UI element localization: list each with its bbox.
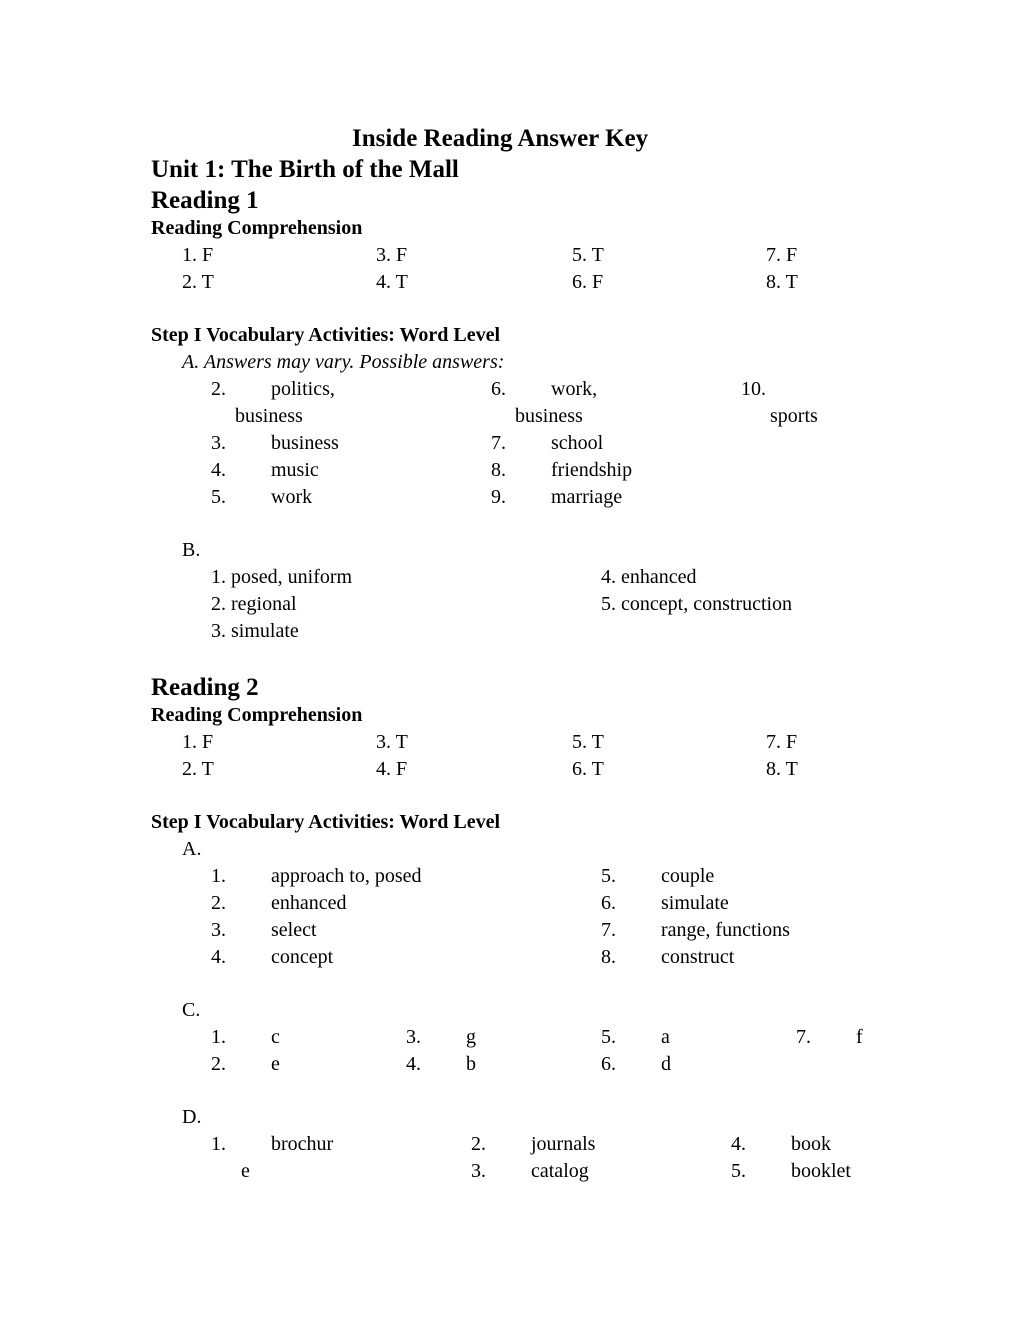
r2-a-item-num: 5.: [601, 865, 616, 887]
r2-c-item-num: 5.: [601, 1026, 616, 1048]
r1-a-item-text: marriage: [551, 486, 623, 508]
r2-a-item-num: 2.: [211, 892, 226, 914]
r1-b-item: 5. concept, construction: [601, 593, 793, 615]
r1-a-item-num: 6.: [491, 378, 506, 400]
r2-d-item-text: brochur: [271, 1133, 334, 1155]
r2-c-item-num: 4.: [406, 1053, 421, 1075]
r2-a-item-num: 8.: [601, 946, 616, 968]
r2-c-item-num: 2.: [211, 1053, 226, 1075]
r1-a-item-text: friendship: [551, 459, 633, 481]
r2-d-item-num: 3.: [471, 1160, 486, 1182]
r2-d-item-text: catalog: [531, 1160, 589, 1182]
r1-a-item-text: business: [271, 432, 339, 454]
r2-comp-answer: 5. T: [572, 731, 604, 753]
r1-a-item-text: work,: [551, 378, 598, 400]
r1-comp-answer: 4. T: [376, 271, 408, 293]
r2-c-item-text: d: [661, 1053, 671, 1075]
r2-comp-answer: 3. T: [376, 731, 408, 753]
r1-comp-answer: 2. T: [182, 271, 214, 293]
r1-a-item-num: 4.: [211, 459, 226, 481]
r2-c-item-text: f: [856, 1026, 863, 1048]
r2-vocab-a-label: A.: [182, 838, 202, 860]
r1-b-item: 3. simulate: [211, 620, 299, 642]
r1-b-item: 4. enhanced: [601, 566, 697, 588]
r2-d-item-text: booklet: [791, 1160, 851, 1182]
r2-c-item-text: c: [271, 1026, 280, 1048]
r2-comp-answer: 7. F: [766, 731, 798, 753]
r1-a-item-num: 8.: [491, 459, 506, 481]
r2-a-item-text: couple: [661, 865, 715, 887]
r2-c-item-num: 3.: [406, 1026, 421, 1048]
r2-d-item-text: book: [791, 1133, 831, 1155]
r2-c-item-text: b: [466, 1053, 476, 1075]
r1-comp-answer: 7. F: [766, 244, 798, 266]
r2-a-item-text: construct: [661, 946, 735, 968]
r2-comp-answer: 6. T: [572, 758, 604, 780]
r1-vocab-heading: Step I Vocabulary Activities: Word Level: [151, 324, 501, 346]
r2-vocab-heading: Step I Vocabulary Activities: Word Level: [151, 811, 501, 833]
r2-a-item-text: simulate: [661, 892, 729, 914]
r1-a-item-cont: sports: [770, 405, 818, 427]
r1-comp-answer: 6. F: [572, 271, 604, 293]
r1-comp-answer: 1. F: [182, 244, 214, 266]
unit-title: Unit 1: The Birth of the Mall: [151, 156, 459, 183]
r1-comp-answer: 3. F: [376, 244, 408, 266]
r2-c-item-num: 1.: [211, 1026, 226, 1048]
r2-c-item-num: 7.: [796, 1026, 811, 1048]
r1-a-item-cont: business: [515, 405, 583, 427]
r2-a-item-num: 3.: [211, 919, 226, 941]
r1-vocab-b-label: B.: [182, 539, 201, 561]
r1-b-item: 2. regional: [211, 593, 297, 615]
r1-a-item-cont: business: [235, 405, 303, 427]
r2-a-item-text: enhanced: [271, 892, 347, 914]
r1-comp-answer: 8. T: [766, 271, 798, 293]
r2-a-item-text: concept: [271, 946, 334, 968]
r2-a-item-text: select: [271, 919, 317, 941]
r2-c-item-text: e: [271, 1053, 280, 1075]
r2-comp-answer: 8. T: [766, 758, 798, 780]
r1-a-item-num: 2.: [211, 378, 226, 400]
r1-a-item-num: 9.: [491, 486, 506, 508]
reading-2-heading: Reading 2: [151, 674, 259, 701]
reading-1-comprehension-heading: Reading Comprehension: [151, 217, 363, 239]
r2-c-item-num: 6.: [601, 1053, 616, 1075]
r1-a-item-text: school: [551, 432, 604, 454]
r1-a-item-text: politics,: [271, 378, 335, 400]
r2-c-item-text: g: [466, 1026, 476, 1048]
r2-vocab-d-label: D.: [182, 1106, 202, 1128]
r2-d-item-cont: e: [241, 1160, 250, 1182]
r1-a-item-text: music: [271, 459, 319, 481]
r2-comp-answer: 4. F: [376, 758, 408, 780]
r2-d-item-num: 4.: [731, 1133, 746, 1155]
r2-a-item-text: approach to, posed: [271, 865, 422, 887]
document-title: Inside Reading Answer Key: [352, 125, 649, 152]
r1-b-item: 1. posed, uniform: [211, 566, 353, 588]
r2-comp-answer: 2. T: [182, 758, 214, 780]
r2-comp-answer: 1. F: [182, 731, 214, 753]
r2-vocab-c-label: C.: [182, 999, 201, 1021]
r1-comp-answer: 5. T: [572, 244, 604, 266]
r2-d-item-text: journals: [531, 1133, 596, 1155]
r1-a-item-text: work: [271, 486, 313, 508]
r1-a-item-num: 3.: [211, 432, 226, 454]
r1-a-item-num: 7.: [491, 432, 506, 454]
r2-a-item-text: range, functions: [661, 919, 790, 941]
r2-d-item-num: 2.: [471, 1133, 486, 1155]
r2-a-item-num: 1.: [211, 865, 226, 887]
r2-d-item-num: 5.: [731, 1160, 746, 1182]
r2-a-item-num: 7.: [601, 919, 616, 941]
r1-a-item-num: 5.: [211, 486, 226, 508]
r1-a-item-num: 10.: [741, 378, 766, 400]
r1-vocab-a-note: A. Answers may vary. Possible answers:: [182, 351, 505, 373]
r2-c-item-text: a: [661, 1026, 670, 1048]
r2-a-item-num: 4.: [211, 946, 226, 968]
reading-2-comprehension-heading: Reading Comprehension: [151, 704, 363, 726]
reading-1-heading: Reading 1: [151, 187, 259, 214]
r2-a-item-num: 6.: [601, 892, 616, 914]
r2-d-item-num: 1.: [211, 1133, 226, 1155]
